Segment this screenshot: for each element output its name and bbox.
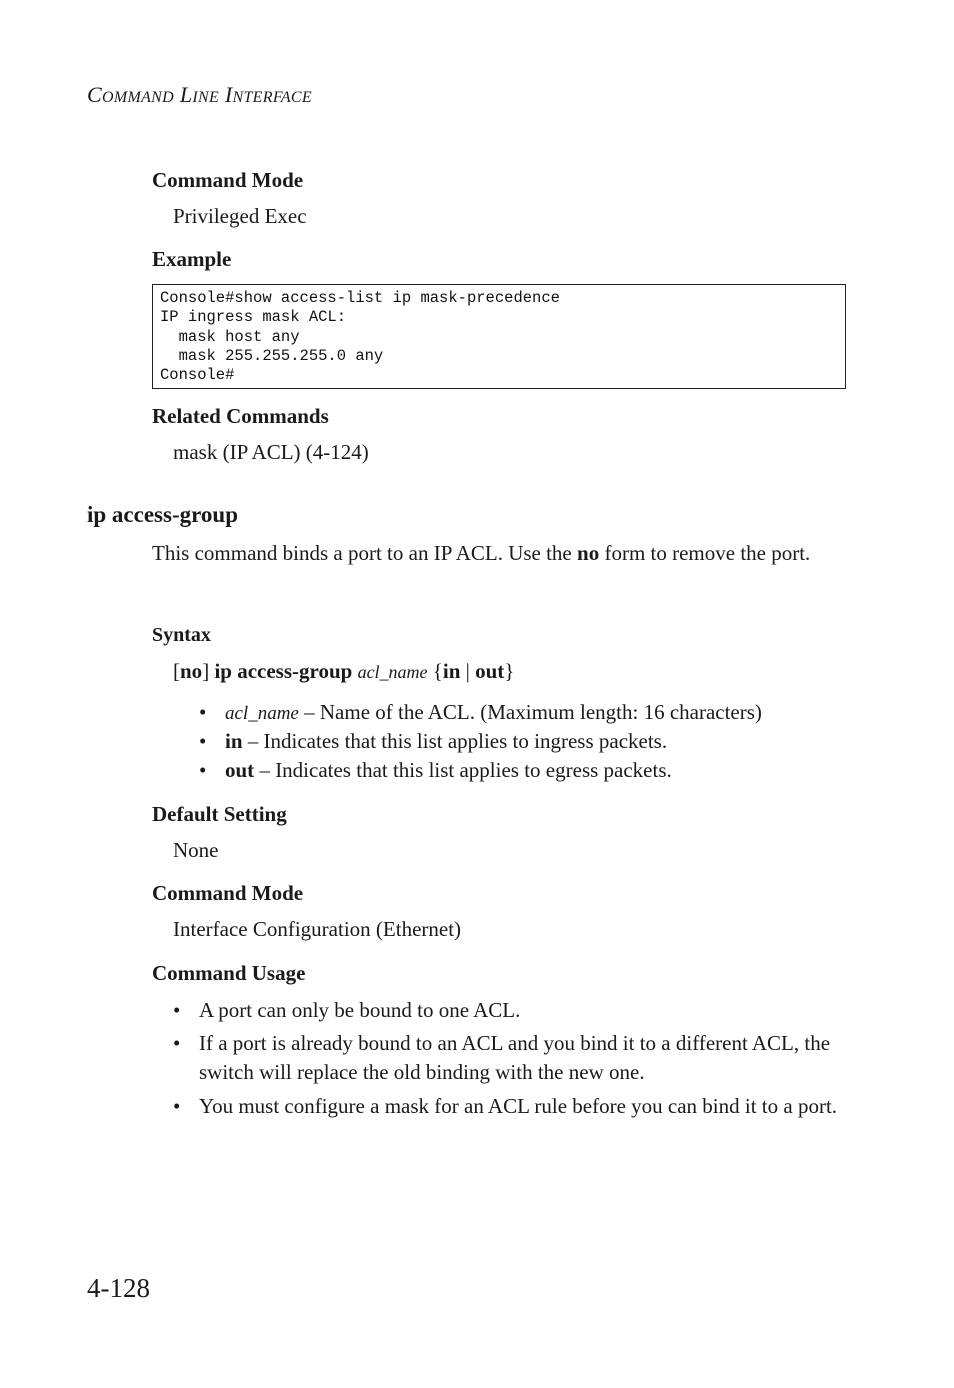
page-number: 4-128 [87,1273,150,1303]
running-header [87,82,312,108]
running-header-word: NTERFACE [232,89,312,106]
command-mode-heading: Command Mode [152,168,304,192]
command-usage-heading: Command Usage [152,961,306,985]
running-header-initial: L [179,82,193,107]
list-item: • acl_name – Name of the ACL. (Maximum length: 16 characters) [199,700,762,724]
running-header-initial: I [224,82,233,107]
default-setting-heading: Default Setting [152,802,287,826]
running-header-initial: C [87,82,102,107]
example-code-box [152,284,846,389]
running-header-word: OMMAND [101,89,174,106]
section-title: ip access-group [87,502,238,527]
command-mode-heading: Command Mode [152,881,304,905]
example-heading: Example [152,247,232,271]
syntax-line: [no] ip access-group acl_name {in | out} [173,659,515,683]
no-keyword: no [577,541,600,565]
list-item: • out – Indicates that this list applies to egress packets. [199,758,672,782]
list-item: • A port can only be bound to one ACL. [173,998,521,1022]
example-code: Console#show access-list ip mask-precedence IP ingress mask ACL: mask host any mask 255.255.255.0 any Console# [160,289,560,385]
command-mode-value: Interface Configuration (Ethernet) [173,917,462,941]
running-header-word: INE [192,89,220,106]
list-item: • in – Indicates that this list applies to ingress packets. [199,729,668,753]
section-description: This command binds a port to an IP ACL. Use the no form to remove the port. [152,541,811,565]
list-item: • You must configure a mask for an ACL rule before you can bind it to a port. [173,1094,838,1118]
related-commands-value: mask (IP ACL) (4-124) [173,440,369,464]
syntax-heading: Syntax [152,624,211,646]
related-commands-heading: Related Commands [152,404,329,428]
list-item: • If a port is already bound to an ACL and you bind it to a different ACL, the switch will replace the old binding with the new one. [173,1031,831,1084]
command-mode-value: Privileged Exec [173,204,307,228]
default-setting-value: None [173,838,219,862]
